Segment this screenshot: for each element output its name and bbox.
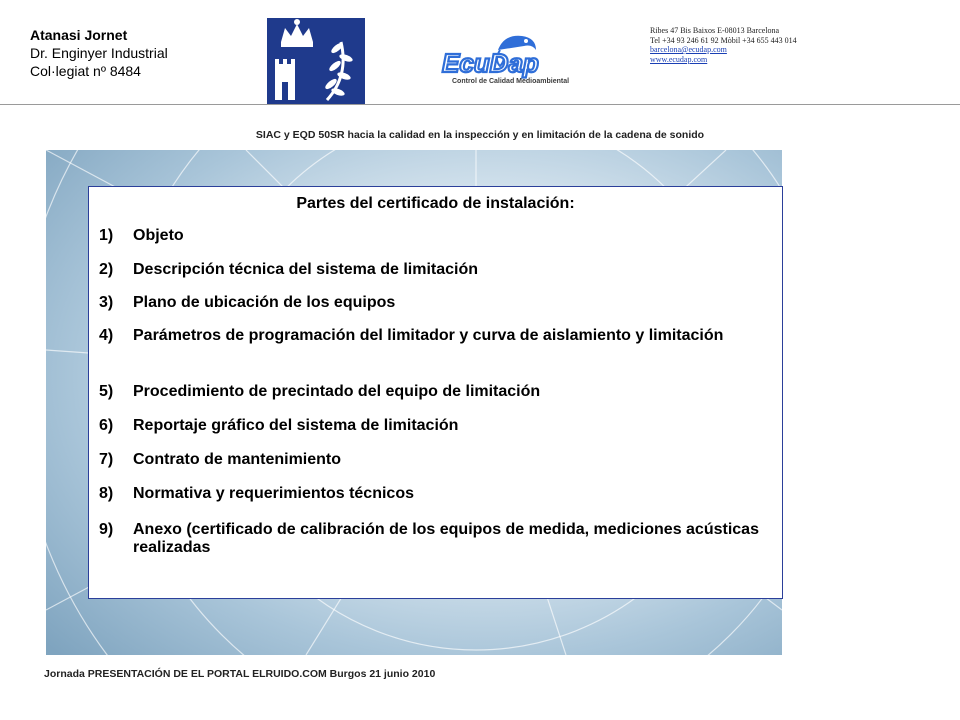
list-item	[99, 383, 774, 401]
author-title: Dr. Enginyer Industrial	[30, 45, 168, 61]
list-item-number: 9)	[99, 521, 114, 538]
list-item-number: 4)	[99, 327, 114, 344]
list-item-number: 7)	[99, 451, 114, 468]
list-item	[99, 521, 774, 557]
list-item-text: Reportaje gráfico del sistema de limitación	[133, 417, 459, 434]
list-item	[99, 294, 774, 312]
list-item	[99, 227, 774, 245]
contact-address: Ribes 47 Bis Baixos E-08013 Barcelona	[650, 26, 780, 35]
contact-phones: Tel +34 93 246 61 92 Mòbil +34 655 443 014	[650, 35, 797, 45]
certificate-parts-panel	[88, 186, 783, 599]
author-registration: Col·legiat nº 8484	[30, 63, 141, 79]
list-item-text: Procedimiento de precintado del equipo de limitación	[133, 383, 541, 400]
list-item-number: 1)	[99, 227, 114, 244]
list-item-text: Objeto	[133, 227, 184, 244]
list-item-number: 5)	[99, 383, 114, 400]
list-item	[99, 261, 774, 279]
list-item-number: 3)	[99, 294, 114, 311]
author-name: Atanasi Jornet	[30, 27, 128, 43]
logo-wordmark: EcuDap	[442, 48, 539, 78]
contact-web-link[interactable]: www.ecudap.com	[650, 54, 708, 64]
logo-tagline: Control de Calidad Medioambiental	[452, 78, 570, 85]
contact-email-link[interactable]: barcelona@ecudap.com	[650, 45, 727, 54]
heraldic-crest-icon	[267, 18, 365, 104]
contact-block	[650, 26, 797, 64]
list-item-text: Anexo (certificado de calibración de los equipos de medida, mediciones acústicas realizadas	[133, 521, 759, 556]
list-item-text: Contrato de mantenimiento	[133, 451, 342, 468]
list-item	[99, 327, 774, 345]
list-item-number: 2)	[99, 261, 114, 278]
author-block	[30, 26, 168, 80]
list-item-text: Parámetros de programación del limitador y curva de aislamiento y limitación	[133, 327, 724, 344]
header-divider	[0, 104, 960, 105]
list-item-number: 8)	[99, 485, 114, 502]
list-item	[99, 417, 774, 435]
footer-event-text: Jornada PRESENTACIÓN DE EL PORTAL ELRUIDO.COM Burgos 21 junio 2010	[44, 668, 436, 680]
list-item-text: Plano de ubicación de los equipos	[133, 294, 396, 311]
list-item-text: Normativa y requerimientos técnicos	[133, 485, 414, 502]
list-item	[99, 451, 774, 469]
list-item	[99, 485, 774, 503]
page-subtitle: SIAC y EQD 50SR hacia la calidad en la inspección y en limitación de la cadena de sonido	[255, 129, 705, 141]
panel-title: Partes del certificado de instalación:	[296, 195, 575, 212]
list-item-number: 6)	[99, 417, 114, 434]
list-item-text: Descripción técnica del sistema de limitación	[133, 261, 479, 278]
